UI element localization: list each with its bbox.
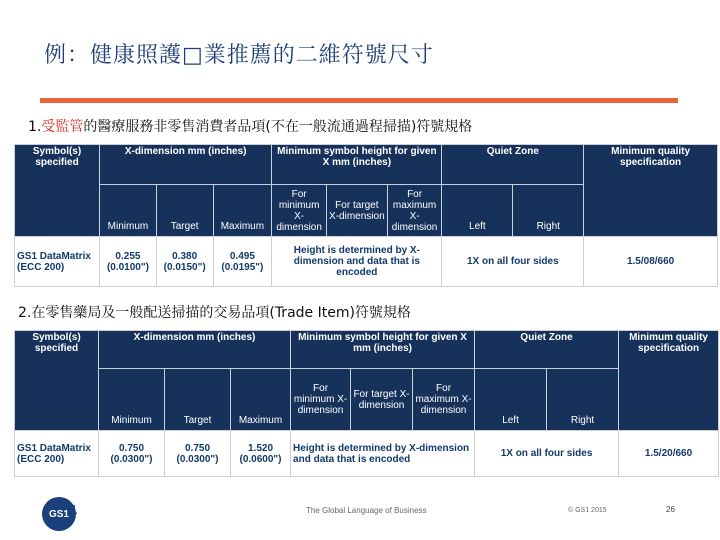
header-quiet-zone: Quiet Zone (475, 331, 619, 369)
slide-title: 例：健康照護□業推薦的二維符號尺寸 (44, 43, 434, 68)
subheader-right: Right (513, 185, 584, 237)
subtitle-2: 2.在零售藥局及一般配送掃描的交易品項(Trade Item)符號規格 (18, 305, 411, 321)
table-row (15, 431, 719, 477)
subheader-height-min: For minimum X-dimension (272, 185, 327, 237)
subheader-right: Right (547, 369, 619, 431)
subheader-left: Left (442, 185, 513, 237)
header-quality: Minimum quality specification (584, 145, 718, 237)
cell-quality: 1.5/20/660 (619, 431, 719, 477)
subheader-left: Left (475, 369, 547, 431)
spec-table-1 (14, 144, 718, 287)
cell-height: Height is determined by X-dimension and data that is encoded (291, 431, 475, 477)
subheader-height-max: For maximum X-dimension (387, 185, 442, 237)
gs1-logo-text: 1 (70, 502, 78, 517)
subtitle-1-text: 的醫療服務非零售消費者品項(不在一般流通過程掃描)符號規格 (83, 119, 473, 135)
header-min-height: Minimum symbol height for given X mm (inches) (291, 331, 475, 369)
header-quality: Minimum quality specification (619, 331, 719, 431)
cell-symbol: GS1 DataMatrix (ECC 200) (15, 237, 100, 287)
spec-table-2 (14, 330, 719, 477)
footer-tagline: The Global Language of Business (306, 506, 427, 515)
gs1-logo-icon: GS1 (42, 497, 76, 531)
subtitle-1-highlight: 受監管 (41, 119, 84, 135)
header-quiet-zone: Quiet Zone (442, 145, 584, 185)
header-symbol: Symbol(s) specified (15, 145, 100, 237)
cell-symbol: GS1 DataMatrix (ECC 200) (15, 431, 99, 477)
header-symbol: Symbol(s) specified (15, 331, 99, 431)
cell-target: 0.380 (0.0150") (156, 237, 213, 287)
subheader-height-min: For minimum X-dimension (291, 369, 351, 431)
cell-maximum: 1.520 (0.0600") (231, 431, 291, 477)
header-min-height: Minimum symbol height for given X mm (inches) (272, 145, 442, 185)
subheader-maximum: Maximum (213, 185, 272, 237)
cell-minimum: 0.255 (0.0100") (100, 237, 157, 287)
footer-copyright: © GS1 2015 (568, 507, 607, 514)
cell-minimum: 0.750 (0.0300") (99, 431, 165, 477)
subheader-target: Target (165, 369, 231, 431)
subheader-height-target: For target X-dimension (326, 185, 387, 237)
page-number: 26 (666, 505, 675, 514)
table-row (15, 237, 718, 287)
cell-maximum: 0.495 (0.0195") (213, 237, 272, 287)
subtitle-1-number: 1. (28, 119, 42, 135)
subheader-target: Target (156, 185, 213, 237)
header-x-dimension: X-dimension mm (inches) (100, 145, 272, 185)
subtitle-1 (28, 116, 472, 136)
accent-divider (40, 98, 678, 103)
cell-quality: 1.5/08/660 (584, 237, 718, 287)
cell-target: 0.750 (0.0300") (165, 431, 231, 477)
header-x-dimension: X-dimension mm (inches) (99, 331, 291, 369)
subheader-minimum: Minimum (100, 185, 157, 237)
subheader-height-target: For target X-dimension (351, 369, 413, 431)
subheader-maximum: Maximum (231, 369, 291, 431)
cell-quiet-zone: 1X on all four sides (442, 237, 584, 287)
cell-height: Height is determined by X-dimension and data that is encoded (272, 237, 442, 287)
subheader-minimum: Minimum (99, 369, 165, 431)
subheader-height-max: For maximum X-dimension (413, 369, 475, 431)
cell-quiet-zone: 1X on all four sides (475, 431, 619, 477)
